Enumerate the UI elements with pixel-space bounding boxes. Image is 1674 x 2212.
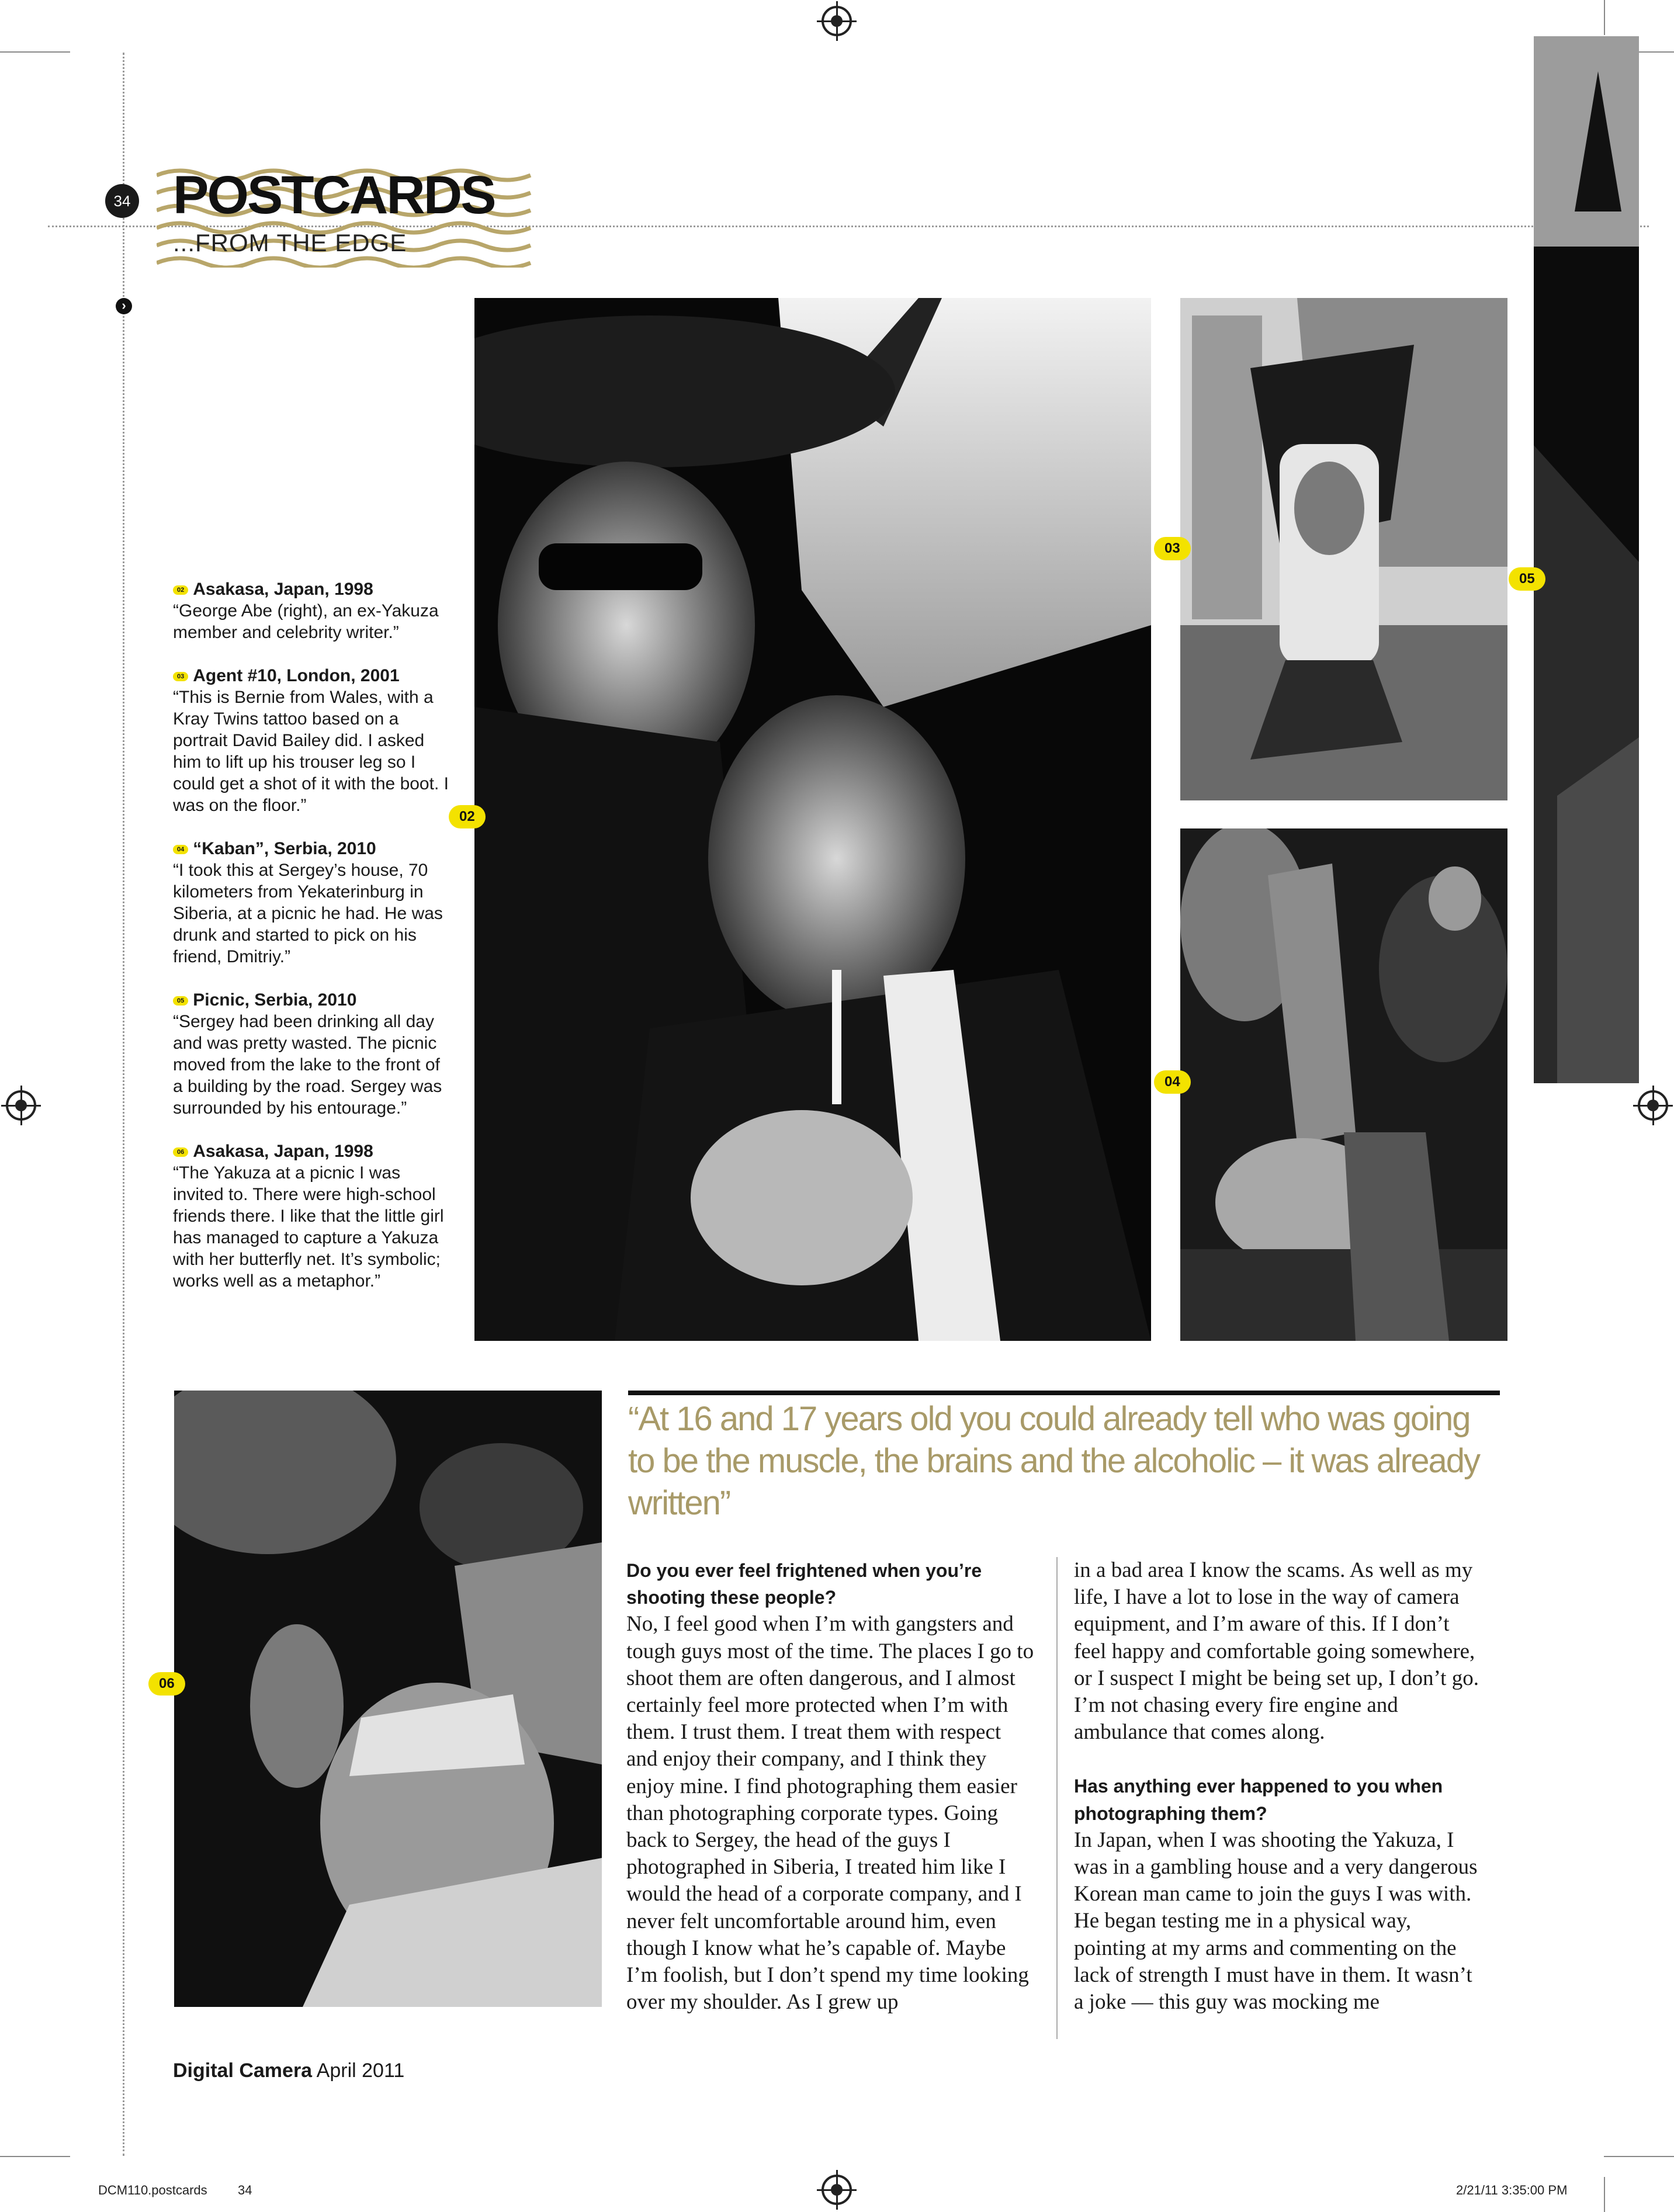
crop-mark (1604, 2156, 1674, 2157)
page-subtitle: ...FROM THE EDGE (173, 229, 407, 256)
photo-06 (174, 1391, 602, 2007)
caption-text: “This is Bernie from Wales, with a Kray Twins tattoo based on a portrait David Bailey did. I asked him to lift up his trouser leg so I could get a shot of it with the boot. I was on the floor.” (173, 688, 449, 815)
interview-question: Has anything ever happened to you when photographing them? (1074, 1776, 1443, 1824)
interview-answer: In Japan, when I was shooting the Yakuza, I was in a gambling house and a very dangerous Korean man came to join the guys I was with. He began testing me in a physical way, pointing at my arms and commenting on the lack of strength I must have in them. It wasn’t a joke — this guy was mocking me (1074, 1828, 1478, 2015)
photo-tag-05: 05 (1509, 567, 1545, 591)
crop-mark (1604, 0, 1605, 35)
crop-mark (0, 2156, 70, 2157)
interview-answer: No, I feel good when I’m with gangsters and tough guys most of the time. The places I go to shoot them are often dangerous, and I almost certainly feel more protected when I’m with them. I trust them. I treat them with respect and enjoy their company, and I think they enjoy mine. I find photographing them easier than photographing corporate types. Going back to Sergey, the head of the guys I photographed in Siberia, I treated him like I would the head of a corporate company, and I never felt uncomfortable around him, even though I know what he’s capable of. Maybe I’m foolish, but I don’t spend my time looking over my shoulder. As I grew up (626, 1612, 1034, 2015)
slug-file: DCM110.postcards (98, 2183, 207, 2197)
registration-mark-icon (822, 6, 852, 36)
pull-quote-rule (628, 1391, 1500, 1395)
page-number: 34 (105, 184, 139, 218)
caption-tag: 05 (173, 996, 188, 1006)
caption-heading: Asakasa, Japan, 1998 (193, 580, 373, 599)
photo-04 (1180, 828, 1507, 1341)
crop-mark (0, 51, 70, 53)
caption-03 (173, 665, 453, 816)
article-column-1 (626, 1557, 1035, 2016)
slug-page: 34 (238, 2183, 252, 2197)
caption-heading: Picnic, Serbia, 2010 (193, 990, 357, 1010)
photo-captions (173, 578, 453, 1313)
registration-mark-icon (822, 2175, 852, 2205)
caption-text: “Sergey had been drinking all day and was pretty wasted. The picnic moved from the lake to the front of a building by the road. Sergey was surrounded by his entourage.” (173, 1012, 442, 1118)
caption-tag: 02 (173, 585, 188, 595)
caption-text: “The Yakuza at a picnic I was invited to. There were high-school friends there. I like that the little girl has managed to capture a Yakuza with her butterfly net. It’s symbolic; works well as a metaphor.” (173, 1163, 444, 1291)
caption-04 (173, 838, 453, 968)
caption-heading: “Kaban”, Serbia, 2010 (193, 839, 376, 858)
caption-tag: 03 (173, 672, 188, 681)
photo-tag-02: 02 (449, 805, 486, 828)
folio (173, 2060, 404, 2082)
page-title: POSTCARDS (173, 165, 495, 225)
registration-mark-icon (1638, 1090, 1668, 1121)
caption-text: “George Abe (right), an ex-Yakuza member and celebrity writer.” (173, 601, 439, 642)
photo-tag-04: 04 (1154, 1070, 1191, 1094)
interview-answer: in a bad area I know the scams. As well as my life, I have a lot to lose in the way of camera equipment, and I’m aware of this. If I don’t feel happy and comfortable going somewhere, or I suspect I might be being set up, I don’t go. I’m not chasing every fire engine and ambulance that comes along. (1074, 1558, 1479, 1745)
pull-quote: “At 16 and 17 years old you could already tell who was going to be the muscle, the brains and the alcoholic – it was already written” (628, 1400, 1480, 1522)
magazine-name: Digital Camera (173, 2060, 313, 2082)
registration-mark-icon (6, 1090, 36, 1121)
photo-05 (1534, 36, 1639, 1083)
column-divider (1056, 1557, 1058, 2039)
photo-tag-06: 06 (148, 1672, 185, 1696)
interview-question: Do you ever feel frightened when you’re shooting these people? (626, 1560, 982, 1608)
slug-timestamp: 2/21/11 3:35:00 PM (1456, 2183, 1568, 2197)
caption-06 (173, 1140, 453, 1292)
caption-05 (173, 989, 453, 1119)
article-column-2 (1074, 1557, 1483, 2016)
issue-date: April 2011 (316, 2060, 405, 2082)
caption-text: “I took this at Sergey’s house, 70 kilometers from Yekaterinburg in Siberia, at a picnic he had. He was drunk and started to pick on his friend, Dmitriy.” (173, 861, 443, 966)
caption-02 (173, 578, 453, 643)
caption-heading: Agent #10, London, 2001 (193, 666, 400, 685)
photo-tag-03: 03 (1154, 537, 1191, 560)
guide-line (123, 53, 124, 2156)
caption-tag: 06 (173, 1147, 188, 1157)
photo-03 (1180, 298, 1507, 800)
arrow-right-icon: › (116, 298, 132, 314)
caption-tag: 04 (173, 845, 188, 854)
crop-mark (1604, 2177, 1605, 2212)
photo-02 (474, 298, 1151, 1341)
caption-heading: Asakasa, Japan, 1998 (193, 1142, 373, 1161)
